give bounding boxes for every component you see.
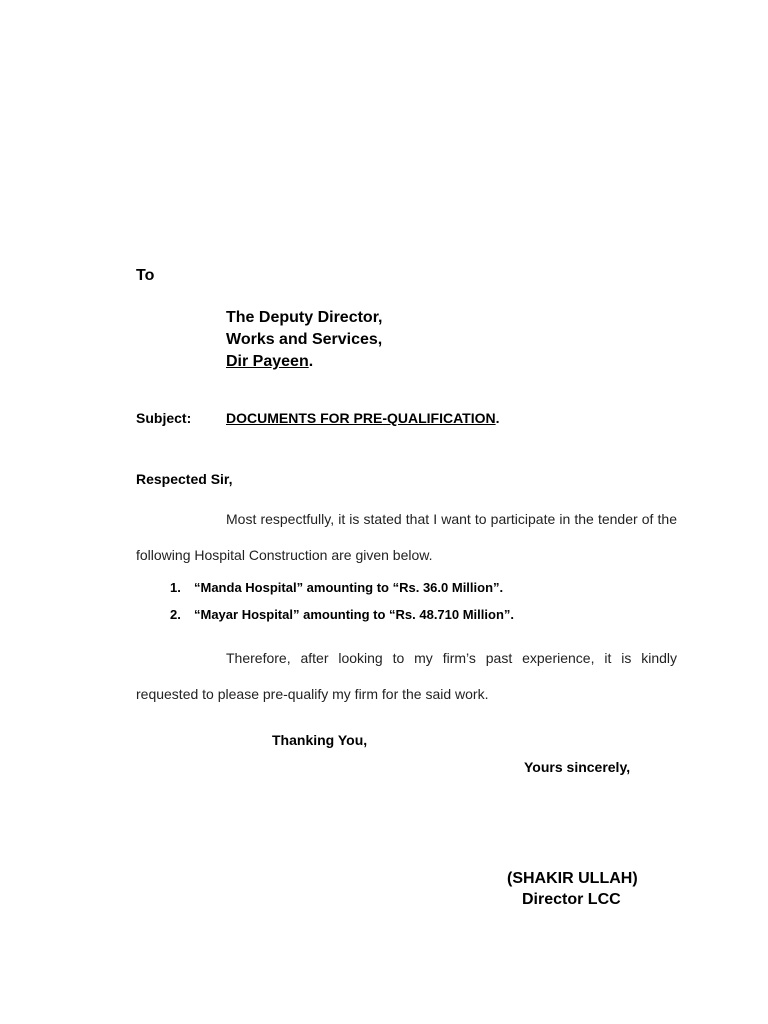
thanks-line: Thanking You,: [272, 732, 368, 748]
list-item: [170, 607, 514, 622]
body-paragraph-2: Therefore, after looking to my firm’s past experience, it is kindly requested to please pre-qualify my firm for the said work.: [136, 650, 677, 702]
subject-period: .: [495, 410, 500, 426]
list-item: [170, 580, 503, 595]
subject-text: DOCUMENTS FOR PRE-QUALIFICATION: [226, 410, 496, 426]
recipient-place-period: .: [308, 353, 314, 370]
list-item-text: “Manda Hospital” amounting to “Rs. 36.0 Million”.: [194, 580, 504, 595]
signatory-title: Director LCC: [522, 891, 621, 908]
to-label: To: [136, 267, 155, 284]
closing-line: Yours sincerely,: [524, 759, 631, 775]
list-item-text: “Mayar Hospital” amounting to “Rs. 48.710 Million”.: [194, 607, 514, 622]
body-paragraph-1: Most respectfully, it is stated that I want to participate in the tender of the following Hospital Construction are given below.: [136, 511, 677, 563]
recipient-line-3: [226, 353, 313, 371]
subject-line: [226, 410, 500, 426]
subject-label: Subject:: [136, 410, 192, 426]
list-item-number: 2.: [170, 607, 181, 622]
signatory-name: (SHAKIR ULLAH): [507, 870, 638, 887]
recipient-line-1: The Deputy Director,: [226, 309, 383, 326]
recipient-place: Dir Payeen: [226, 353, 309, 370]
list-item-number: 1.: [170, 580, 181, 595]
salutation: Respected Sir,: [136, 471, 233, 487]
recipient-line-2: Works and Services,: [226, 331, 383, 348]
